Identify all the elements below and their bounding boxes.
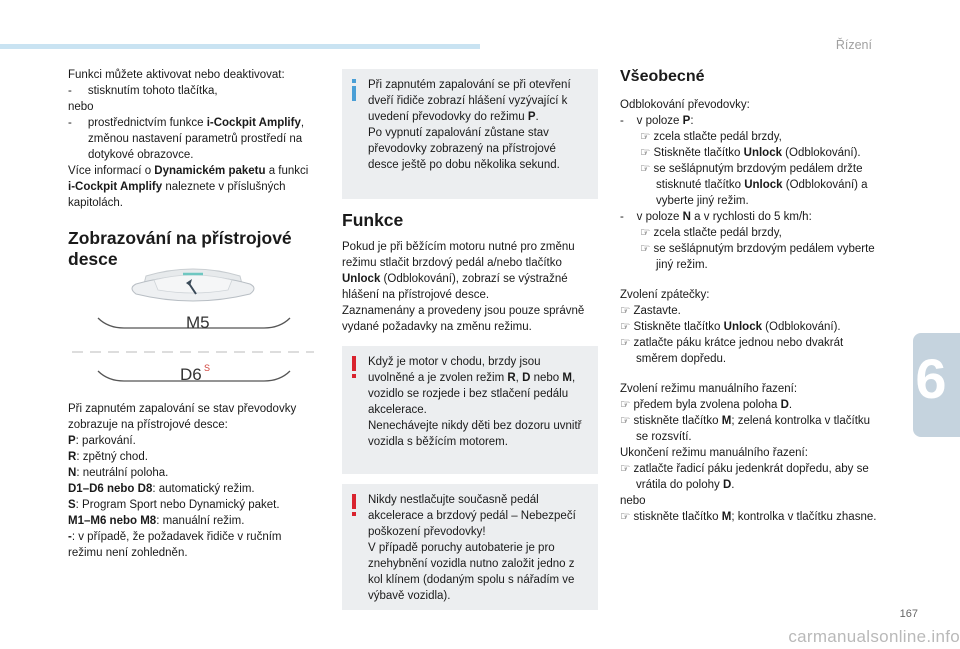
warning-box-2 <box>342 484 598 610</box>
state-item: S: Program Sport nebo Dynamický paket. <box>68 499 280 511</box>
intro-text: Funkci můžete aktivovat nebo deaktivovat: <box>68 69 285 81</box>
sub-list <box>620 129 882 209</box>
warning-text-3: Nikdy nestlačujte současně pedál akcelerace a brzdový pedál – Nebezpečí poškození převodovky! <box>368 494 576 538</box>
display-gear-auto: D6 <box>180 365 202 384</box>
list-item: ☞ Stiskněte tlačítko Unlock (Odblokování). <box>640 147 861 159</box>
chapter-title: Řízení <box>835 38 872 52</box>
warning-icon <box>348 494 360 516</box>
state-item: -: v případě, že požadavek řidiče v ručním režimu není zohledněn. <box>68 531 282 559</box>
function-section <box>342 210 597 335</box>
list-item: ☞ stiskněte tlačítko M; zelená kontrolka v tlačítku se rozsvítí. <box>620 415 871 443</box>
list-item: ☞ předem byla zvolena poloha D. <box>620 399 793 411</box>
section-heading-general: Všeobecné <box>620 68 705 85</box>
warning-icon <box>348 356 360 378</box>
function-text: Pokud je při běžícím motoru nutné pro změnu režimu stlačit brzdový pedál a/nebo tlačítko Unlock (Odblokování), zobrazí se výstražné hlášení na přístrojové desce. <box>342 241 575 301</box>
or-text: nebo <box>620 495 646 507</box>
list-item: ☞ zcela stlačte pedál brzdy, <box>640 227 782 239</box>
or-text: nebo <box>68 101 94 113</box>
instrument-display-illustration <box>68 262 318 390</box>
info-icon <box>348 79 360 101</box>
list-item: ☞ zatlačte řadicí páku jedenkrát dopředu, aby se vrátila do polohy D. <box>620 463 869 491</box>
warning-text: Když je motor v chodu, brzdy jsou uvolněné a je zvolen režim R, D nebo M, vozidlo se rozjede i bez stlačení pedálu akcelerace. <box>368 356 576 416</box>
section-heading-function: Funkce <box>342 210 404 230</box>
state-item: D1–D6 nebo D8: automatický režim. <box>68 483 255 495</box>
list-item: ☞ stiskněte tlačítko M; kontrolka v tlačítku zhasne. <box>620 511 877 523</box>
state-item: P: parkování. <box>68 435 136 447</box>
info-box <box>342 69 598 199</box>
column-right <box>620 67 882 525</box>
list-item: - prostřednictvím funkce i-Cockpit Amplify, změnou nastavení parametrů prostředí na dotykové obrazovce. <box>68 117 305 161</box>
mode-button-icon <box>132 269 254 301</box>
list-item: - stisknutím tohoto tlačítka, <box>68 85 218 97</box>
info-text: Při zapnutém zapalování se při otevření dveří řidiče zobrazí hlášení vyzývající k uvedení převodovky do režimu P. <box>368 79 571 123</box>
state-item: M1–M6 nebo M8: manuální režim. <box>68 515 245 527</box>
manual-title: Zvolení režimu manuálního řazení: <box>620 383 798 395</box>
list-item: ☞ zcela stlačte pedál brzdy, <box>640 131 782 143</box>
chapter-tab <box>913 333 960 437</box>
chapter-number: 6 <box>915 347 947 410</box>
list-item: ☞ se sešlápnutým brzdovým pedálem držte stisknuté tlačítko Unlock (Odblokování) a vyberte jiný režim. <box>640 163 868 207</box>
display-sport-indicator: S <box>204 363 211 373</box>
column-left <box>68 67 316 270</box>
state-item: R: zpětný chod. <box>68 451 148 463</box>
list-item: ☞ Zastavte. <box>620 305 681 317</box>
list-item: ☞ Stiskněte tlačítko Unlock (Odblokování). <box>620 321 841 333</box>
end-manual-title: Ukončení režimu manuálního řazení: <box>620 447 808 459</box>
list-item: ☞ se sešlápnutým brzdovým pedálem vyberte jiný režim. <box>640 243 875 271</box>
reverse-title: Zvolení zpátečky: <box>620 289 710 301</box>
more-info-text: Více informací o Dynamickém paketu a funkci i-Cockpit Amplify naleznete v příslušných kapitolách. <box>68 165 309 209</box>
list-item: ☞ zatlačte páku krátce jednou nebo dvakrát směrem dopředu. <box>620 337 844 365</box>
warning-text-4: V případě poruchy autobaterie je pro znehybnění vozidla nutno založit jedno z kol klínem (dodaným spolu s nářadím ve výbavě vozidla). <box>368 542 575 602</box>
section-heading-display: Zobrazování na přístrojové desce <box>68 228 292 269</box>
state-item: N: neutrální poloha. <box>68 467 169 479</box>
watermark: carmanualsonline.info <box>788 627 960 646</box>
unlock-title: Odblokování převodovky: <box>620 99 750 111</box>
sub-list <box>620 225 882 273</box>
warning-text-2: Nenechávejte nikdy děti bez dozoru uvnitř vozidla s běžícím motorem. <box>368 420 582 448</box>
function-text-2: Zaznamenány a provedeny jsou pouze správně vydané požadavky na změnu režimu. <box>342 305 585 333</box>
page-number: 167 <box>899 608 918 620</box>
list-item: - v poloze N a v rychlosti do 5 km/h: <box>620 211 812 223</box>
list-item: - v poloze P: <box>620 115 694 127</box>
states-intro: Při zapnutém zapalování se stav převodovky zobrazuje na přístrojové desce: <box>68 403 297 431</box>
display-gear-manual: M5 <box>186 313 210 332</box>
gear-states <box>68 401 316 561</box>
warning-box <box>342 346 598 474</box>
info-text-2: Po vypnutí zapalování zůstane stav převodovky zobrazený na přístrojové desce ještě po dobu několika sekund. <box>368 127 560 171</box>
header-bar <box>0 44 480 49</box>
